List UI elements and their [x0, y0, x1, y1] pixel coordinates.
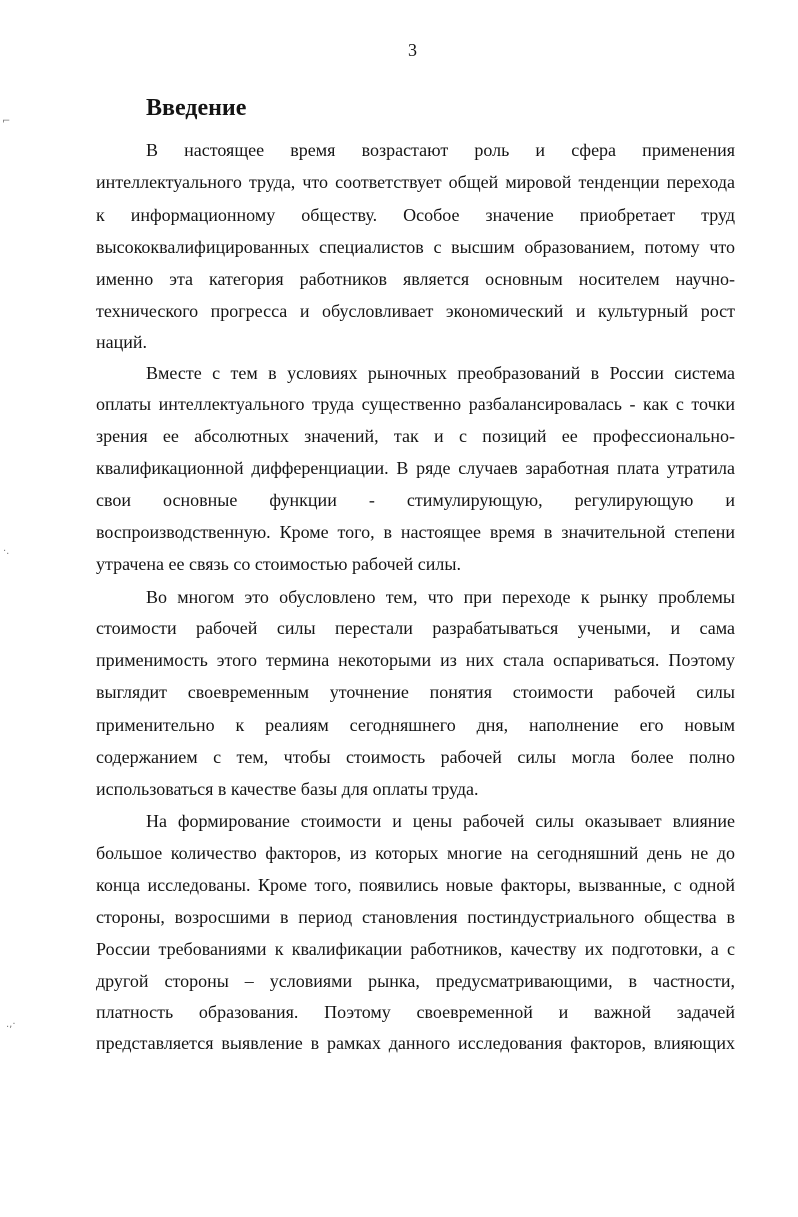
text-line: конца исследованы. Кроме того, появились новые факторы, вызванные, с одной — [96, 875, 735, 895]
text-line: содержанием с тем, чтобы стоимость рабочей силы могла более полно — [96, 747, 735, 767]
text-line: выглядит своевременным уточнение понятия стоимости рабочей силы — [96, 682, 735, 702]
text-line: свои основные функции - стимулирующую, регулирующую и — [96, 490, 735, 510]
text-line: технического прогресса и обусловливает экономический и культурный рост — [96, 301, 735, 321]
text-line: стороны, возросшими в период становления постиндустриального общества в — [96, 907, 735, 927]
text-line: зрения ее абсолютных значений, так и с позиций ее профессионально- — [96, 426, 735, 446]
text-line: утрачена ее связь со стоимостью рабочей силы. — [96, 554, 461, 574]
text-line: именно эта категория работников является основным носителем научно- — [96, 269, 735, 289]
text-line: применительно к реалиям сегодняшнего дня, наполнение его новым — [96, 715, 735, 735]
page-title: Введение — [146, 95, 247, 121]
text-line: другой стороны – условиями рынка, предусматривающими, в частности, — [96, 971, 735, 991]
text-line: интеллектуального труда, что соответствует общей мировой тенденции перехода — [96, 172, 735, 192]
margin-mark-2: ·. — [3, 546, 10, 557]
text-line: оплаты интеллектуального труда существенно разбалансировалась - как с точки — [96, 394, 735, 414]
text-line: Во многом это обусловлено тем, что при переходе к рынку проблемы — [146, 587, 735, 607]
text-line: В настоящее время возрастают роль и сфера применения — [146, 140, 735, 160]
text-line: стоимости рабочей силы перестали разрабатываться учеными, и сама — [96, 618, 735, 638]
text-line: большое количество факторов, из которых многие на сегодняшний день не до — [96, 843, 735, 863]
text-line: к информационному обществу. Особое значение приобретает труд — [96, 205, 735, 225]
text-line: наций. — [96, 332, 148, 352]
page-number: 3 — [408, 40, 417, 60]
text-line: Вместе с тем в условиях рыночных преобразований в России система — [146, 363, 735, 383]
text-line: высококвалифицированных специалистов с высшим образованием, потому что — [96, 237, 735, 257]
margin-mark-1: ⌐ — [2, 116, 11, 127]
text-line: представляется выявление в рамках данного исследования факторов, влияющих — [96, 1033, 735, 1053]
text-line: воспроизводственную. Кроме того, в настоящее время в значительной степени — [96, 522, 735, 542]
text-line: квалификационной дифференциации. В ряде случаев заработная плата утратила — [96, 458, 735, 478]
text-line: платность образования. Поэтому своевременной и важной задачей — [96, 1002, 735, 1022]
text-line: использоваться в качестве базы для оплаты труда. — [96, 779, 479, 799]
text-line: На формирование стоимости и цены рабочей силы оказывает влияние — [146, 811, 735, 831]
text-line: применимость этого термина некоторыми из них стала оспариваться. Поэтому — [96, 650, 735, 670]
margin-mark-3: .,· — [6, 1019, 16, 1030]
text-line: России требованиями к квалификации работников, качеству их подготовки, а с — [96, 939, 735, 959]
